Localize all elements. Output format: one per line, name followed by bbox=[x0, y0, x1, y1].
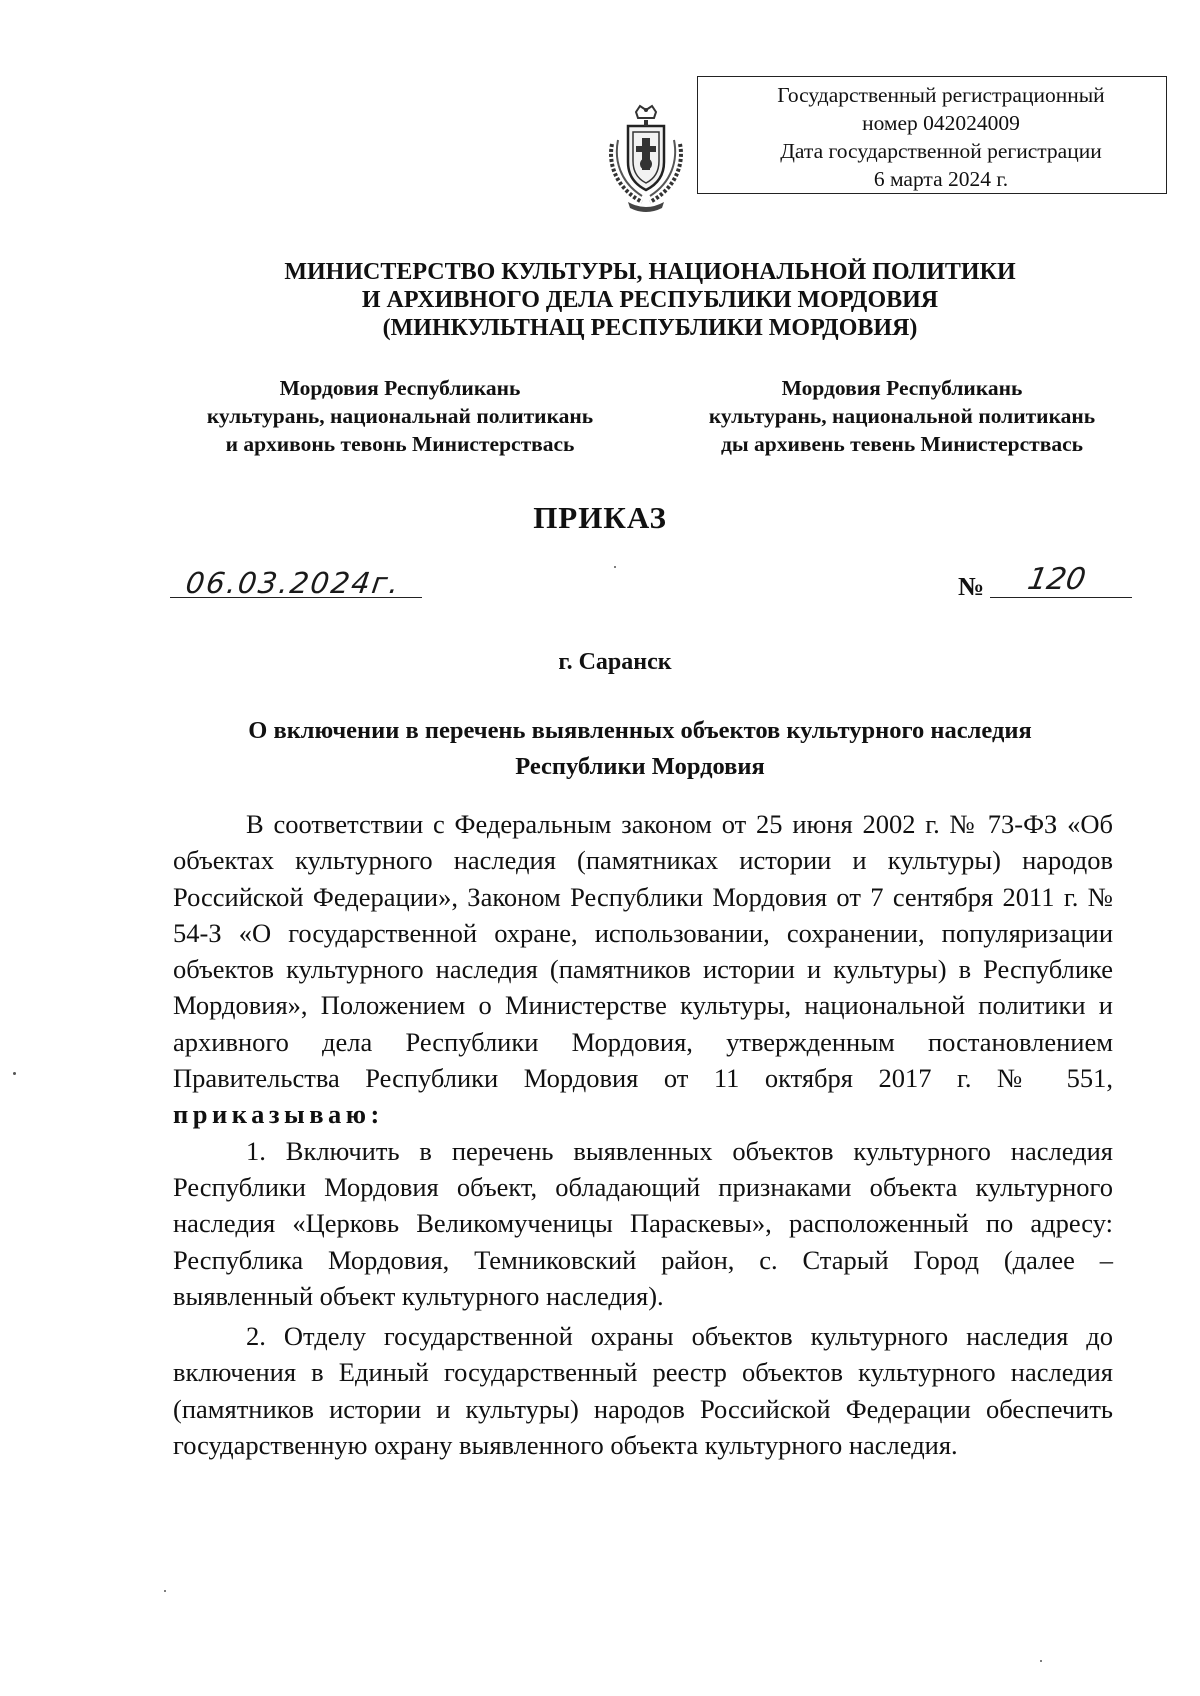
ministry-name-erzya bbox=[667, 374, 1137, 458]
moksha-line-1: Мордовия Республикань bbox=[279, 376, 521, 400]
order-subject-line-2: Республики Мордовия bbox=[515, 753, 765, 780]
handwritten-date: 06.03.2024г. bbox=[183, 566, 403, 600]
moksha-line-2: культурань, национальнай политикань bbox=[206, 404, 594, 428]
order-body bbox=[173, 806, 1113, 1463]
registration-line-1: Государственный регистрационный bbox=[777, 83, 1105, 107]
scan-speck bbox=[13, 1072, 16, 1075]
ministry-name-line-3: (МИНКУЛЬТНАЦ РЕСПУБЛИКИ МОРДОВИЯ) bbox=[382, 315, 918, 341]
order-item-2: 2. Отделу государственной охраны объектов культурного наследия до включения в Единый государственный реестр объектов культурного наследия (памятников истории и культуры) народов Российской Федерации обеспечить государственную охрану выявленного объекта культурного наследия. bbox=[173, 1321, 1113, 1461]
erzya-line-3: ды архивень тевень Министерствась bbox=[721, 432, 1083, 456]
ministry-name bbox=[120, 258, 1180, 342]
order-item-1: 1. Включить в перечень выявленных объектов культурного наследия Республики Мордовия объект, обладающий признаками объекта культурного наследия «Церковь Великомученицы Параскевы», расположенный по адресу: Республика Мордовия, Темниковский район, с. Старый Город (далее – выявленный объект культурного наследия). bbox=[173, 1135, 1113, 1311]
registration-number: номер 042024009 bbox=[862, 111, 1020, 135]
ministry-name-line-1: МИНИСТЕРСТВО КУЛЬТУРЫ, НАЦИОНАЛЬНОЙ ПОЛИТИКИ bbox=[284, 259, 1016, 285]
order-subject bbox=[150, 713, 1130, 785]
registration-date: 6 марта 2024 г. bbox=[873, 167, 1009, 191]
scan-speck bbox=[614, 566, 616, 568]
scan-speck bbox=[164, 1590, 166, 1592]
ministry-name-moksha bbox=[165, 374, 635, 458]
erzya-line-1: Мордовия Республикань bbox=[781, 376, 1023, 400]
coat-of-arms-icon bbox=[598, 104, 694, 216]
date-underline bbox=[170, 597, 422, 598]
erzya-line-2: культурань, национальной политикань bbox=[708, 404, 1096, 428]
registration-date-label: Дата государственной регистрации bbox=[780, 139, 1102, 163]
registration-box bbox=[697, 76, 1167, 194]
handwritten-number: 120 bbox=[1024, 562, 1089, 597]
order-subject-line-1: О включении в перечень выявленных объектов культурного наследия bbox=[248, 717, 1032, 744]
order-word: приказываю: bbox=[173, 1099, 384, 1130]
city: г. Саранск bbox=[558, 649, 672, 675]
scan-speck bbox=[1040, 1660, 1042, 1662]
moksha-line-3: и архивонь тевонь Министерствась bbox=[225, 432, 575, 456]
preamble-paragraph bbox=[173, 806, 1113, 1133]
ministry-name-line-2: И АРХИВНОГО ДЕЛА РЕСПУБЛИКИ МОРДОВИЯ bbox=[361, 287, 939, 313]
number-underline bbox=[990, 597, 1132, 598]
number-sign: № bbox=[958, 572, 985, 601]
document-type-title: ПРИКАЗ bbox=[533, 500, 667, 535]
preamble-text: В соответствии с Федеральным законом от 25 июня 2002 г. № 73-ФЗ «Об объектах культурного наследия (памятниках истории и культуры) народов Российской Федерации», Законом Республики Мордовия от 7 сентября 2011 г. № 54-З «О государственной охране, использовании, сохранении, популяризации объектов культурного наследия (памятников истории и культуры) в Республике Мордовия», Положением о Министерстве культуры, национальной политики и архивного дела Республики Мордовия, утвержденным постановлением Правительства Республики Мордовия от 11 октября 2017 г. № 551, bbox=[173, 809, 1113, 1094]
